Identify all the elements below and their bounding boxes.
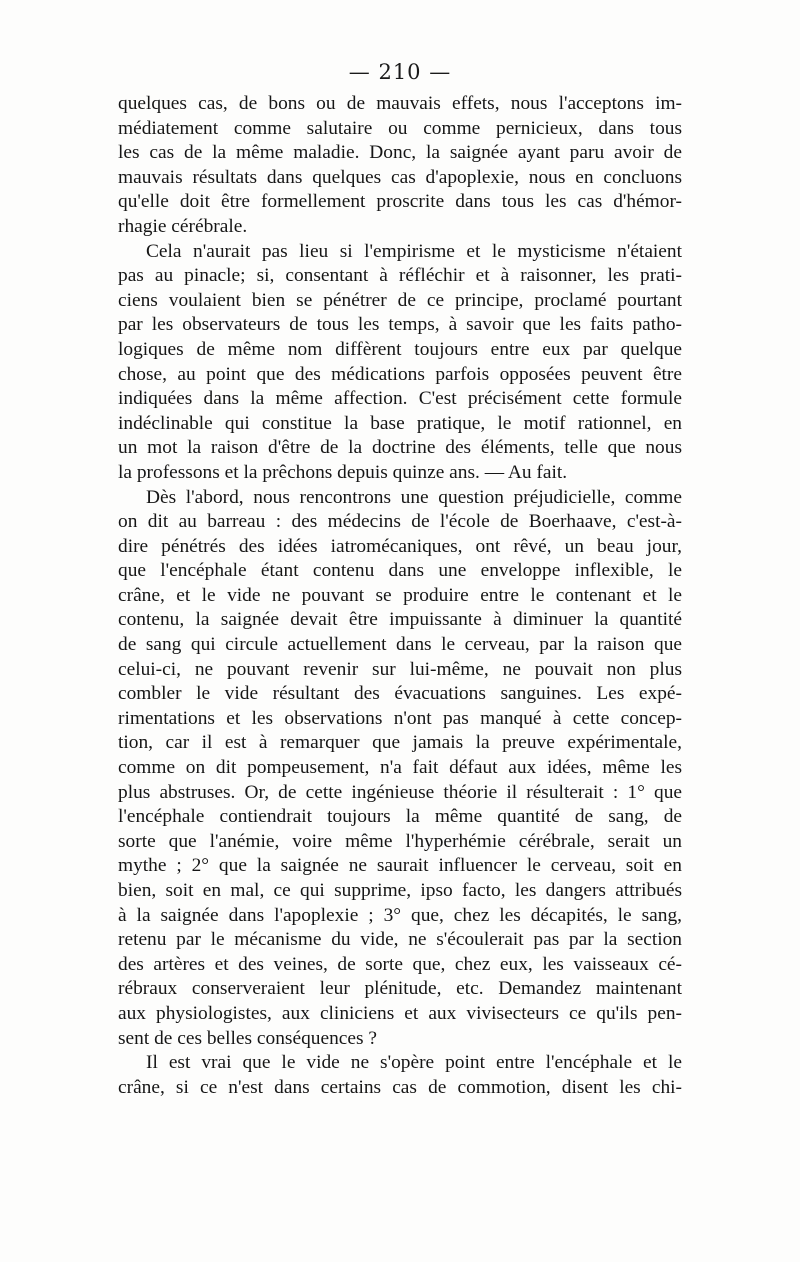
- text-line: l'encéphale contiendrait toujours la même quantité de sang, de: [118, 806, 682, 828]
- text-line: contenu, la saignée devait être impuissante à diminuer la quantité: [118, 609, 682, 631]
- body-text: [118, 92, 682, 1100]
- text-line: Il est vrai que le vide ne s'opère point entre l'encéphale et le: [146, 1052, 682, 1074]
- text-line: bien, soit en mal, ce qui supprime, ipso facto, les dangers attribués: [118, 880, 682, 901]
- text-line: celui-ci, ne pouvant revenir sur lui-même, ne pouvait non plus: [118, 658, 682, 680]
- text-line: pas au pinacle; si, consentant à réfléchir et à raisonner, les prati-: [118, 265, 682, 287]
- text-line: un mot la raison d'être de la doctrine des éléments, telle que nous: [118, 437, 682, 459]
- text-line: chose, au point que des médications parfois opposées peuvent être: [118, 363, 682, 385]
- text-line: ciens voulaient bien se pénétrer de ce principe, proclamé pourtant: [118, 289, 682, 311]
- text-line: Dès l'abord, nous rencontrons une question préjudicielle, comme: [146, 486, 682, 508]
- text-line: à la saignée dans l'apoplexie ; 3° que, chez les décapités, le sang,: [118, 904, 682, 926]
- text-line: crâne, et le vide ne pouvant se produire entre le contenant et le: [118, 584, 682, 606]
- text-line: des artères et des veines, de sorte que, chez eux, les vaisseaux cé-: [118, 953, 682, 975]
- text-line: de sang qui circule actuellement dans le cerveau, par la raison que: [118, 634, 682, 656]
- text-line: mauvais résultats dans quelques cas d'apoplexie, nous en concluons: [118, 166, 682, 188]
- text-line: rhagie cérébrale.: [118, 215, 248, 237]
- text-line: logiques de même nom diffèrent toujours entre eux par quelque: [118, 338, 682, 360]
- text-line: rimentations et les observations n'ont pas manqué à cette concep-: [118, 707, 682, 729]
- text-line: retenu par le mécanisme du vide, ne s'écoulerait pas par la section: [118, 929, 682, 951]
- text-line: rébraux conserveraient leur plénitude, etc. Demandez maintenant: [118, 978, 682, 1000]
- text-line: les cas de la même maladie. Donc, la saignée ayant paru avoir de: [118, 142, 682, 164]
- text-line: la professons et la prêchons depuis quinze ans. — Au fait.: [118, 461, 568, 483]
- text-line: sent de ces belles conséquences ?: [118, 1027, 377, 1049]
- text-line: combler le vide résultant des évacuations sanguines. Les expé-: [118, 683, 682, 705]
- text-line: Cela n'aurait pas lieu si l'empirisme et le mysticisme n'étaient: [146, 240, 682, 262]
- text-line: que l'encéphale étant contenu dans une enveloppe inflexible, le: [118, 560, 682, 582]
- text-line: mythe ; 2° que la saignée ne saurait influencer le cerveau, soit en: [118, 855, 682, 877]
- text-line: plus abstruses. Or, de cette ingénieuse théorie il résulterait : 1° que: [118, 781, 682, 803]
- text-line: dire pénétrés des idées iatromécaniques, ont rêvé, un beau jour,: [118, 535, 682, 557]
- text-line: médiatement comme salutaire ou comme pernicieux, dans tous: [118, 117, 682, 139]
- text-line: indéclinable qui constitue la base pratique, le motif rationnel, en: [118, 412, 682, 434]
- text-line: quelques cas, de bons ou de mauvais effets, nous l'acceptons im-: [118, 93, 682, 114]
- text-line: crâne, si ce n'est dans certains cas de commotion, disent les chi-: [118, 1076, 682, 1098]
- text-line: sorte que l'anémie, voire même l'hyperhémie cérébrale, serait un: [118, 830, 682, 852]
- text-line: indiquées dans la même affection. C'est précisément cette formule: [118, 388, 682, 410]
- page-number: — 210 —: [348, 60, 452, 84]
- text-line: par les observateurs de tous les temps, à savoir que les faits patho-: [118, 314, 682, 336]
- text-line: qu'elle doit être formellement proscrite dans tous les cas d'hémor-: [118, 191, 682, 213]
- text-line: tion, car il est à remarquer que jamais la preuve expérimentale,: [118, 732, 682, 754]
- text-line: aux physiologistes, aux cliniciens et aux vivisecteurs ce qu'ils pen-: [118, 1002, 682, 1024]
- text-line: comme on dit pompeusement, n'a fait défaut aux idées, même les: [118, 757, 682, 779]
- text-line: on dit au barreau : des médecins de l'école de Boerhaave, c'est-à-: [118, 511, 682, 533]
